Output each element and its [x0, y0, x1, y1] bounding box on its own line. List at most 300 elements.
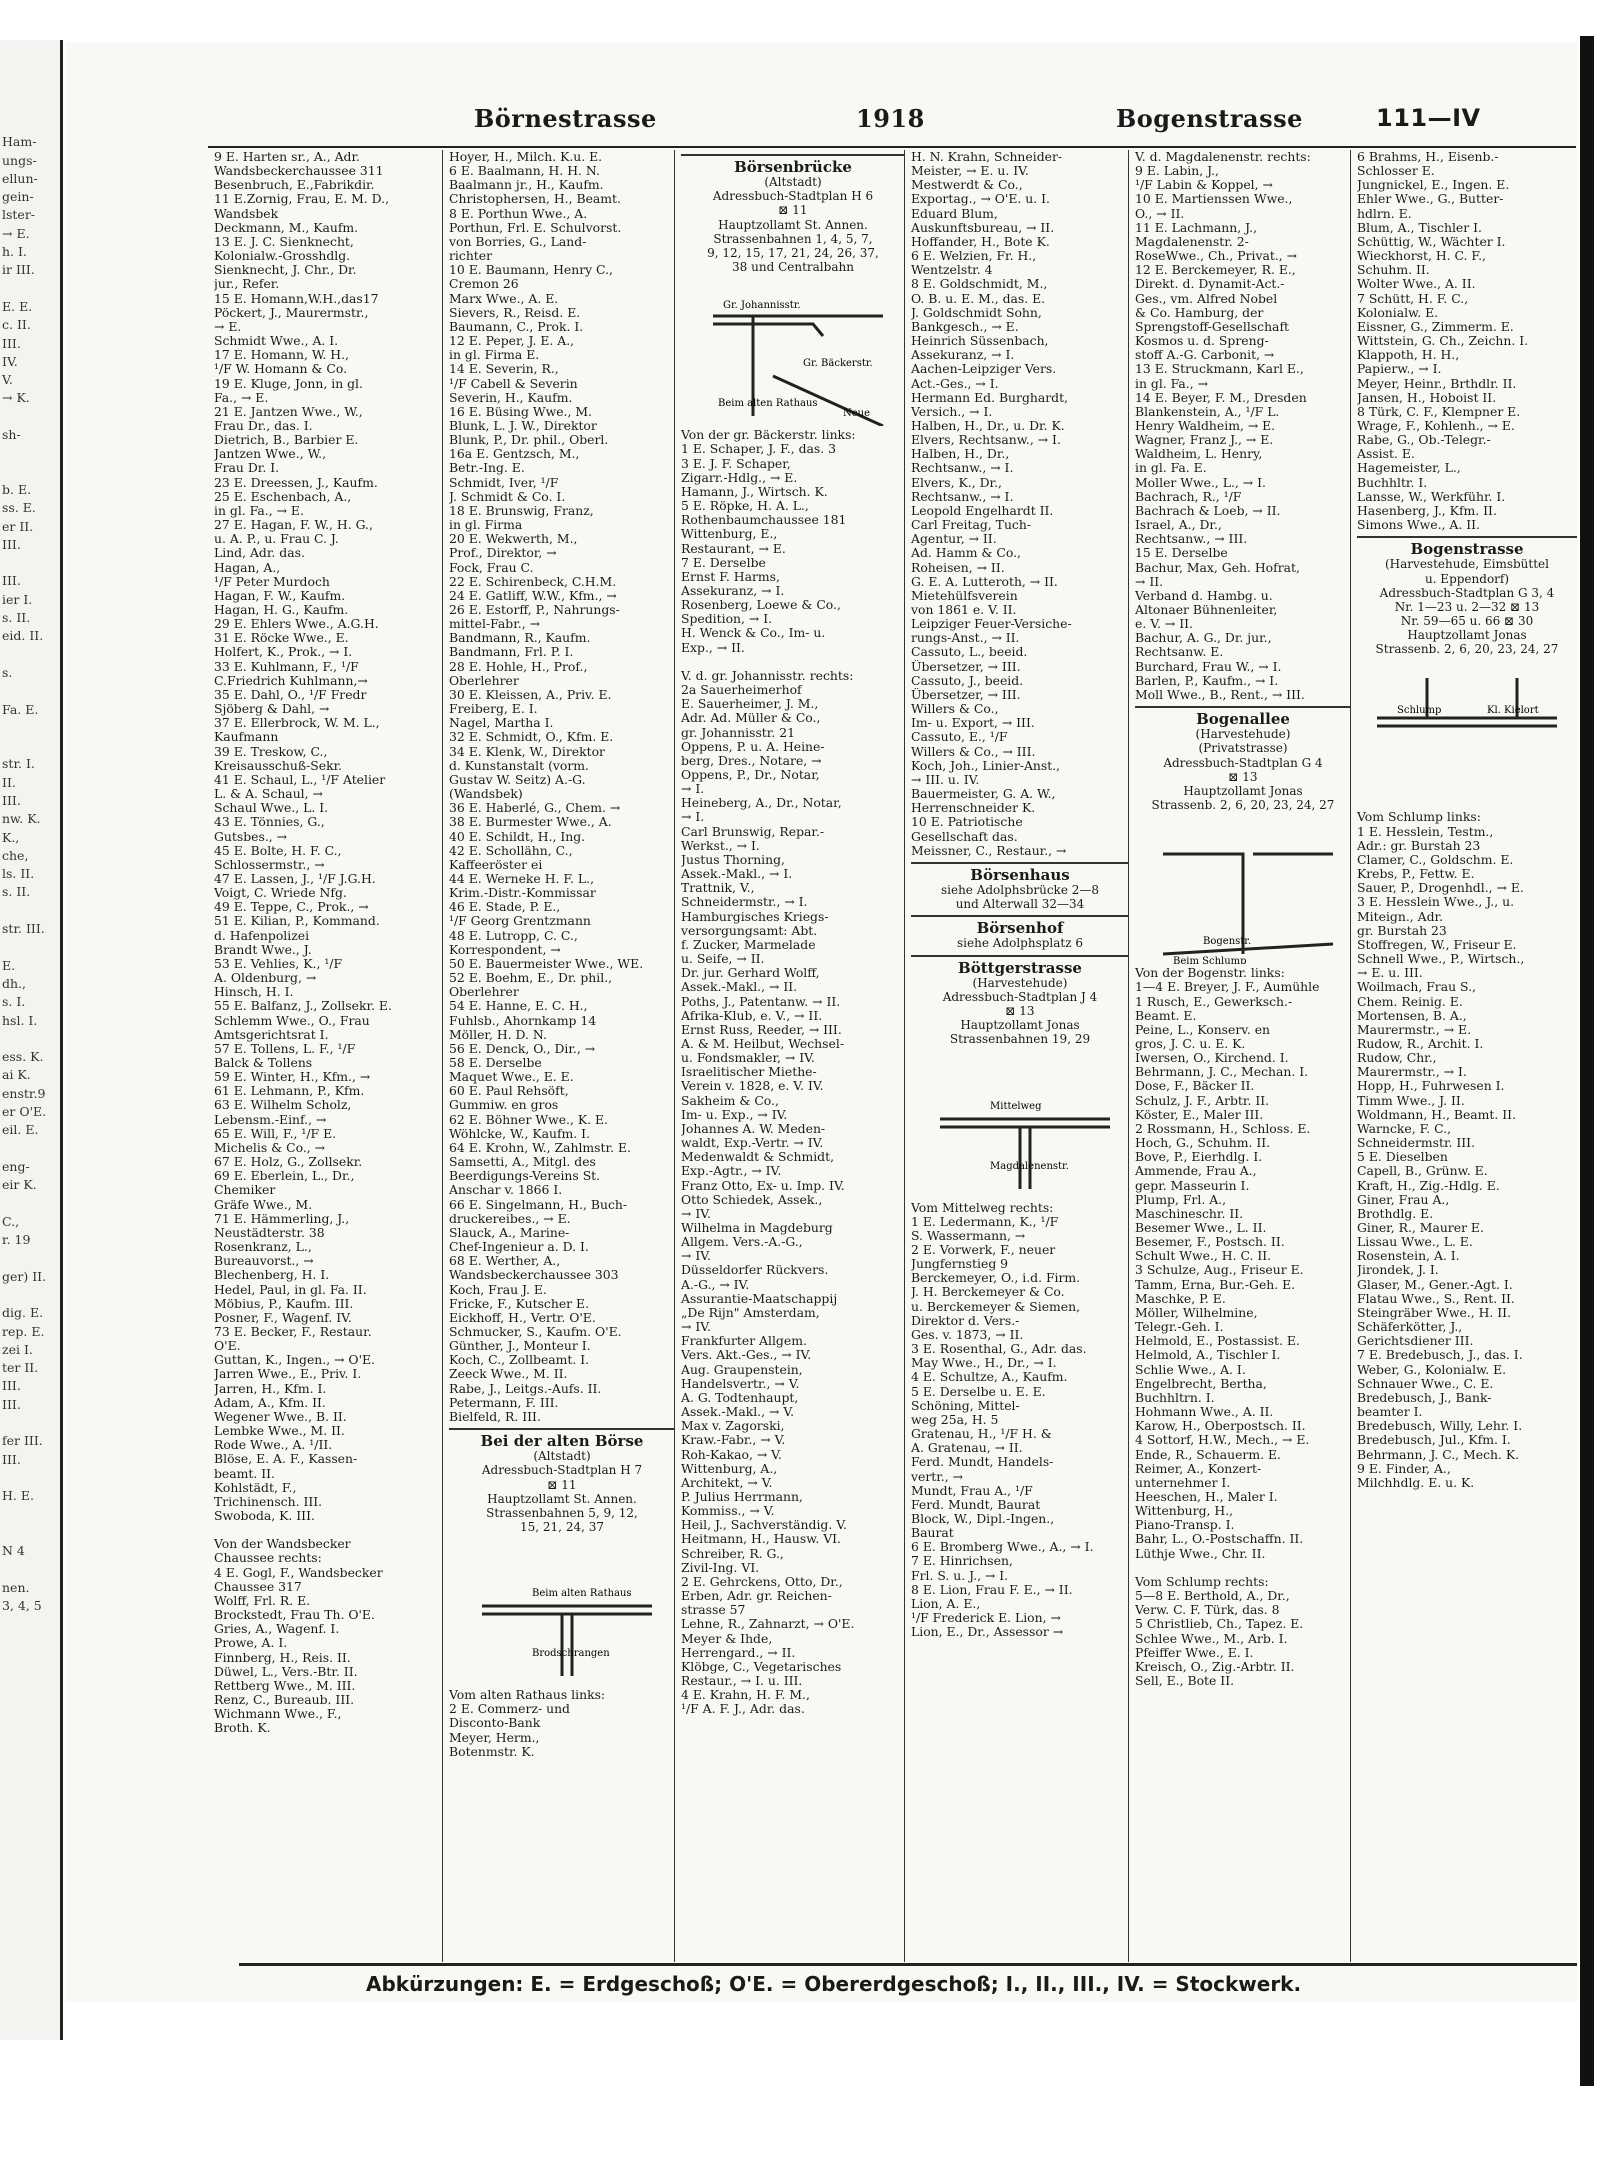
entry-line: → I. [681, 810, 705, 825]
entry-line: weg 25a, H. 5 [911, 1412, 999, 1427]
entry-line: Schlemm Wwe., O., Frau [214, 1013, 370, 1028]
entry-line: Wittstein, G. Ch., Zeichn. I. [1357, 334, 1529, 349]
entry-line: Meyer, Herm., [449, 1730, 540, 1745]
map-label: Gr. Bäckerstr. [803, 358, 873, 370]
entry-line: 3 E. J. F. Schaper, [681, 456, 791, 471]
entry-line: Sell, E., Bote II. [1135, 1674, 1235, 1688]
entry-line [214, 1523, 442, 1537]
entry-line: Flatau Wwe., S., Rent. II. [1357, 1291, 1515, 1306]
entry-line: Klöbge, C., Vegetarisches [681, 1659, 842, 1674]
running-head [66, 104, 1578, 142]
entry-line: 12 E. Peper, J. E. A., [449, 334, 575, 349]
entry-line: → III. u. IV. [911, 772, 980, 787]
street-district: (Altstadt) [764, 175, 822, 190]
entry-line: in gl. Fa. E. [1135, 461, 1207, 476]
entry-line: u. Berckemeyer & Siemen, [911, 1299, 1081, 1314]
entry-line: E. Sauerheimer, J. M., [681, 697, 819, 712]
entry-line: Telegr.-Geh. I. [1135, 1320, 1224, 1335]
entry-line: jur., Refer. [214, 277, 280, 292]
entry-line: Frau Dr., das. I. [214, 418, 313, 433]
entry-line: Wandsbeckerchaussee 303 [449, 1268, 619, 1283]
entry-line: Marx Wwe., A. E. [449, 291, 559, 306]
entry-line: Renz, C., Bureaub. III. [214, 1693, 355, 1708]
entry-line: 10 E. Baumann, Henry C., [449, 263, 613, 278]
street-heading: Bogenstrasse [1410, 540, 1524, 559]
entry-line: Schneidermstr. III. [1357, 1136, 1476, 1151]
street-district: (Harvestehude) [972, 975, 1068, 990]
entry-line: G. E. A. Lutteroth, → II. [911, 574, 1058, 589]
map-sketch [453, 1536, 671, 1686]
entry-line: 51 E. Kilian, P., Kommand. [214, 914, 380, 929]
entry-line: Assek.-Makl., → II. [681, 980, 798, 995]
entry-line: 59 E. Winter, H., Kfm., → [214, 1070, 371, 1085]
entry-line: Stoffregen, W., Friseur E. [1357, 937, 1517, 952]
entry-line: Assist. E. [1357, 447, 1415, 462]
entry-line: 3 Schulze, Aug., Friseur E. [1135, 1263, 1304, 1278]
entry-line: Von der Bogenstr. links: [1135, 966, 1285, 981]
entry-line: Chaussee rechts: [214, 1551, 322, 1566]
entry-line: Hinsch, H. I. [214, 985, 294, 1000]
entry-line: von 1861 e. V. II. [911, 603, 1017, 617]
entry-line: u. Seife, → II. [681, 952, 765, 967]
entry-line: Ehler Wwe., G., Butter- [1357, 192, 1504, 207]
entry-line: Baumann, C., Prok. I. [449, 319, 584, 334]
entry-line: Johannes A. W. Meden- [681, 1121, 826, 1136]
entry-line: Lebensm.-Einf., → [214, 1112, 327, 1127]
entry-line: Wrage, F., Kohlenh., → E. [1357, 418, 1515, 433]
entry-line: 37 E. Ellerbrock, W. M. L., [214, 716, 380, 731]
entry-line: Oppens, P. u. A. Heine- [681, 739, 825, 754]
entry-line: Voigt, C. Wriede Nfg. [214, 886, 347, 901]
map-label: Schlump [1397, 705, 1442, 717]
entry-line: 8 Türk, C. F., Klempner E. [1357, 404, 1521, 419]
entry-line: Handelsvertr., → V. [681, 1376, 800, 1391]
entry-line: 39 E. Treskow, C., [214, 744, 328, 759]
entry-line: 63 E. Wilhelm Scholz, [214, 1098, 352, 1113]
section-rule [681, 154, 905, 156]
entry-line: C.Friedrich Kuhlmann,→ [214, 673, 368, 688]
entry-line: V. d. Magdalenenstr. rechts: [1135, 150, 1311, 164]
entry-line: Reimer, A., Konzert- [1135, 1461, 1262, 1476]
entry-line: Carl Brunswig, Repar.- [681, 824, 825, 839]
entry-line: Chaussee 317 [214, 1579, 302, 1594]
entry-line: 68 E. Werther, A., [449, 1254, 561, 1269]
map-label: Neue [843, 408, 871, 420]
entry-line: Ad. Hamm & Co., [911, 546, 1021, 561]
street-heading: Bogenallee [1196, 710, 1290, 729]
entry-line: 13 E. Struckmann, Karl E., [1135, 362, 1304, 377]
street-heading: Börsenhaus [970, 865, 1070, 884]
entry-line: Aachen-Leipziger Vers. [911, 362, 1057, 377]
map-label: Magdalenenstr. [990, 1160, 1069, 1172]
entry-line: Schult Wwe., H. C. II. [1135, 1249, 1272, 1264]
street-info: Adressbuch-Stadtplan H 7 [481, 1463, 643, 1478]
entry-line: Adam, A., Kfm. II. [214, 1395, 326, 1410]
top-rule [208, 146, 1576, 148]
entry-line: Samsetti, A., Mitgl. des [449, 1155, 596, 1170]
street-district: (Altstadt) [533, 1449, 591, 1464]
entry-line: Hermann Ed. Burghardt, [911, 390, 1069, 405]
entry-line: Glaser, M., Gener.-Agt. I. [1357, 1277, 1513, 1292]
entry-line: 5 E. Derselbe u. E. E. [911, 1384, 1046, 1399]
entry-line: 44 E. Werneke H. F. L., [449, 871, 595, 886]
head-street-right: Bogenstrasse [1116, 104, 1303, 133]
entry-line: Gesellschaft das. [911, 829, 1018, 844]
entry-line: in gl. Firma E. [449, 348, 540, 363]
entry-line: ¹/F A. F. J., Adr. das. [681, 1702, 805, 1717]
entry-line: Schmidt, Iver, ¹/F [449, 475, 559, 490]
entry-line: Frau Dr. I. [214, 461, 280, 476]
entry-line: 42 E. Schollähn, C., [449, 843, 573, 858]
entry-line: 65 E. Will, F., ¹/F E. [214, 1126, 337, 1141]
entry-line: 69 E. Eberlein, L., Dr., [214, 1169, 355, 1184]
entry-line: Auskunftsbureau, → II. [911, 220, 1055, 235]
entry-line: Möbius, P., Kaufm. III. [214, 1296, 354, 1311]
entry-line: 47 E. Lassen, J., ¹/F J.G.H. [214, 871, 376, 886]
street-info: Strassenbahnen 1, 4, 5, 7, [713, 231, 873, 246]
entry-line: Klappoth, H. H., [1357, 348, 1460, 363]
entry-line: Assekuranz, → I. [681, 583, 785, 598]
entry-line: Lion, A. E., [911, 1596, 981, 1611]
entry-line: Hasenberg, J., Kfm. II. [1357, 503, 1497, 518]
entry-line: Bachrach, R., ¹/F [1135, 489, 1242, 504]
entry-line: Vom Mittelweg rechts: [911, 1200, 1054, 1215]
entry-line: Blum, A., Tischler I. [1357, 220, 1482, 235]
entry-line: Krebs, P., Fettw. E. [1357, 867, 1475, 882]
entry-line: Gries, A., Wagenf. I. [214, 1622, 340, 1637]
entry-line: Bredebusch, Willy, Lehr. I. [1357, 1419, 1523, 1434]
entry-line: Exp., → II. [681, 640, 745, 655]
entry-line: Spedition, → I. [681, 612, 773, 627]
entry-line: Möller, Wilhelmine, [1135, 1305, 1258, 1320]
entry-line: Hoffander, H., Bote K. [911, 234, 1050, 249]
entry-line: V. d. gr. Johannisstr. rechts: [681, 668, 854, 683]
entry-line: Rudow, Chr., [1357, 1051, 1437, 1066]
entry-line: 26 E. Estorff, P., Nahrungs- [449, 603, 620, 617]
entry-line: Waldheim, L. Henry, [1135, 447, 1263, 462]
entry-line: richter [449, 249, 493, 264]
map-sketch [1361, 658, 1573, 808]
entry-line: Hedel, Paul, in gl. Fa. II. [214, 1282, 367, 1297]
entry-line: Peine, L., Konserv. en [1135, 1022, 1271, 1037]
entry-line: Schäferkötter, J., [1357, 1320, 1463, 1335]
street-info: Hauptzollamt Jonas [1407, 628, 1527, 643]
street-heading: Böttgerstrasse [958, 958, 1082, 977]
entry-line: Heitmann, H., Hausw. VI. [681, 1532, 842, 1547]
entry-line: Von der Wandsbecker [214, 1537, 351, 1552]
entry-line: 14 E. Severin, R., [449, 362, 559, 377]
entry-line: Giner, Frau A., [1357, 1192, 1450, 1207]
street-info: Strassenb. 2, 6, 20, 23, 24, 27 [1375, 642, 1559, 657]
street-info: Strassenbahnen 5, 9, 12, [486, 1505, 638, 1520]
entry-line: Brockstedt, Frau Th. O'E. [214, 1608, 375, 1623]
entry-line: Halben, H., Dr., u. Dr. K. [911, 418, 1065, 433]
entry-line: 3 E. Rosenthal, G., Adr. das. [911, 1342, 1087, 1357]
entry-line: Hagan, F. W., Kaufm. [214, 588, 346, 603]
entry-line: Heil, J., Sachverständig. V. [681, 1518, 847, 1533]
entry-line: Amtsgerichtsrat I. [214, 1027, 329, 1042]
entry-line: Hagan, A., [214, 560, 281, 575]
entry-line: Düwel, L., Vers.-Btr. II. [214, 1664, 358, 1679]
entry-line: Rettberg Wwe., M. III. [214, 1678, 356, 1693]
map-label: Beim Schlump [1173, 956, 1247, 965]
entry-line: Kraw.-Fabr., → V. [681, 1433, 786, 1448]
map-label: Beim alten Rathaus [532, 1588, 632, 1600]
entry-line: Hagan, H. G., Kaufm. [214, 603, 349, 617]
entry-line: Vom Schlump rechts: [1135, 1574, 1269, 1589]
entry-line: stoff A.-G. Carbonit, → [1135, 348, 1275, 363]
entry-line: A. Gratenau, → II. [911, 1441, 1023, 1456]
entry-line: Trattnik, V., [681, 881, 755, 896]
head-street-left: Börnestrasse [474, 104, 657, 133]
entry-line: 4 E. Krahn, H. F. M., [681, 1688, 810, 1703]
entry-line: Bauermeister, G. A. W., [911, 787, 1056, 802]
map-label: Bogenstr. [1203, 936, 1252, 948]
entry-line: „De Rijn" Amsterdam, [681, 1305, 820, 1320]
entry-line: 61 E. Lehmann, P., Kfm. [214, 1084, 365, 1099]
entry-line: Gerichtsdiener III. [1357, 1334, 1474, 1349]
entry-line: Brandt Wwe., J. [214, 942, 312, 957]
entry-line: J. Schmidt & Co. I. [449, 489, 566, 504]
entry-line: Aug. Graupenstein, [681, 1362, 803, 1377]
entry-line: Wilhelma in Magdeburg [681, 1221, 833, 1235]
entry-line: Wolter Wwe., A. II. [1357, 277, 1476, 292]
entry-line: Mietehülfsverein [911, 588, 1018, 603]
entry-line: Magdalenenstr. 2- [1135, 234, 1249, 249]
entry-line: Baurat [911, 1526, 954, 1541]
entry-line: Woldmann, H., Beamt. II. [1357, 1107, 1517, 1122]
entry-line: Leopold Engelhardt II. [911, 503, 1054, 518]
entry-line: → IV. [681, 1320, 711, 1335]
entry-line: Ammende, Frau A., [1135, 1164, 1257, 1179]
entry-line: Blankenstein, A., ¹/F L. [1135, 404, 1280, 419]
entry-line: 25 E. Eschenbach, A., [214, 489, 352, 504]
entry-line: druckereibes., → E. [449, 1211, 571, 1226]
entry-line: Im- u. Export, → III. [911, 716, 1035, 731]
entry-line: Rosenberg, Loewe & Co., [681, 598, 841, 613]
entry-line: Schneidermstr., → I. [681, 895, 808, 910]
entry-line: → II. [1135, 574, 1164, 589]
entry-line: Medenwaldt & Schmidt, [681, 1150, 835, 1165]
street-info: Nr. 1—23 u. 2—32 ⊠ 13 [1394, 599, 1540, 614]
entry-line: 2 E. Commerz- und [449, 1702, 570, 1717]
entry-line: Schmucker, S., Kaufm. O'E. [449, 1324, 622, 1339]
entry-line: Heinrich Süssenbach, [911, 334, 1049, 349]
street-map [1361, 658, 1573, 808]
entry-line: Kommiss., → V. [681, 1504, 775, 1519]
entry-line: Behrmann, J. C., Mech. K. [1357, 1447, 1520, 1462]
entry-line: Poths, J., Patentanw. → II. [681, 994, 841, 1009]
entry-line [1135, 1561, 1351, 1575]
entry-line: Fricke, F., Kutscher E. [449, 1296, 590, 1311]
map-label: Gr. Johannisstr. [723, 300, 801, 312]
entry-line: Gummiw. en gros [449, 1098, 559, 1113]
entry-line: Dr. jur. Gerhard Wolff, [681, 966, 820, 981]
entry-line: Maurermstr., → I. [1357, 1065, 1467, 1080]
entry-line: 55 E. Balfanz, J., Zollsekr. E. [214, 999, 392, 1014]
column-5 [1128, 150, 1351, 1962]
entry-line: May Wwe., H., Dr., → I. [911, 1356, 1057, 1371]
entry-line: 48 E. Lutropp, C. C., [449, 928, 578, 943]
entry-line: Chem. Reinig. E. [1357, 994, 1463, 1009]
entry-line [681, 655, 905, 669]
entry-line: Bredebusch, J., Bank- [1357, 1390, 1492, 1405]
entry-line: Gratenau, H., ¹/F H. & [911, 1427, 1052, 1442]
entry-line: ¹/F Labin & Koppel, → [1135, 178, 1273, 193]
entry-line: Balck & Tollens [214, 1056, 313, 1070]
map-label: Mittelweg [990, 1100, 1042, 1112]
map-sketch [915, 1049, 1125, 1199]
entry-line: Kohlstädt, F., [214, 1480, 297, 1495]
entry-line: 1 Rusch, E., Gewerksch.- [1135, 994, 1293, 1009]
street-info: 9, 12, 15, 17, 21, 24, 26, 37, [707, 245, 879, 260]
entry-line: ¹/F Georg Grentzmann [449, 914, 591, 929]
entry-line: Maquet Wwe., E. E. [449, 1070, 574, 1085]
entry-line: S. Wassermann, → [911, 1228, 1026, 1243]
entry-line: 1 E. Hesslein, Testm., [1357, 824, 1494, 839]
entry-line: 1 E. Schaper, J. F., das. 3 [681, 442, 837, 457]
entry-line: Schöning, Mittel- [911, 1398, 1020, 1413]
entry-line: 14 E. Beyer, F. M., Dresden [1135, 390, 1307, 405]
entry-line: 7 E. Bredebusch, J., das. I. [1357, 1348, 1523, 1363]
entry-line: Pöckert, J., Maurermstr., [214, 305, 369, 320]
entry-line: Slauck, A., Marine- [449, 1225, 570, 1240]
entry-line: Helmold, A., Tischler I. [1135, 1348, 1281, 1363]
entry-line: 12 E. Berckemeyer, R. E., [1135, 263, 1296, 278]
entry-line: Holfert, K., Prok., → I. [214, 645, 353, 660]
entry-line: Architekt, → V. [681, 1475, 773, 1490]
entry-line: Fuhlsb., Ahornkamp 14 [449, 1013, 597, 1028]
street-info: Adressbuch-Stadtplan G 3, 4 [1379, 585, 1555, 600]
entry-line: 49 E. Teppe, C., Prok., → [214, 900, 369, 915]
entry-line: Mundt, Frau A., ¹/F [911, 1483, 1033, 1498]
entry-line: 3 E. Hesslein Wwe., J., u. [1357, 895, 1515, 910]
entry-line: strasse 57 [681, 1603, 746, 1618]
entry-line: in gl. Firma [449, 518, 523, 533]
entry-line: Afrika-Klub, e. V., → II. [681, 1008, 823, 1023]
entry-line: 30 E. Kleissen, A., Priv. E. [449, 687, 612, 702]
entry-line: A. G. Todtenhaupt, [681, 1390, 799, 1405]
entry-line: Schlossermstr., → [214, 857, 325, 872]
entry-line: Neustädterstr. 38 [214, 1225, 325, 1240]
entry-line: Hamburgisches Kriegs- [681, 909, 829, 924]
entry-line: Schreiber, R. G., [681, 1546, 784, 1561]
street-map [1139, 814, 1347, 964]
entry-line: Wittenburg, A., [681, 1461, 778, 1476]
entry-line: ¹/F Cabell & Severin [449, 376, 578, 391]
entry-line: Justus Thorning, [681, 852, 785, 867]
entry-line: Pfeiffer Wwe., E. I. [1135, 1645, 1254, 1660]
entry-line: Willers & Co., [911, 702, 999, 717]
entry-line: Miteign., Adr. [1357, 909, 1444, 924]
entry-line: Rudow, R., Archit. I. [1357, 1036, 1484, 1051]
entry-line: Israel, A., Dr., [1135, 518, 1222, 533]
street-map [685, 276, 901, 426]
entry-line: Hoch, G., Schuhm. II. [1135, 1136, 1271, 1151]
entry-line: → IV. [681, 1206, 711, 1221]
street-info: Nr. 59—65 u. 66 ⊠ 30 [1400, 614, 1534, 628]
entry-line: 33 E. Kuhlmann, F., ¹/F [214, 659, 359, 674]
entry-line: Jantzen Wwe., W., [214, 447, 327, 462]
entry-line: Jansen, H., Hoboist II. [1357, 390, 1497, 405]
entry-line: Michelis & Co., → [214, 1140, 326, 1155]
entry-line: Kolonialw. E. [1357, 305, 1439, 320]
street-district: (Privatstrasse) [1198, 741, 1288, 756]
entry-line: Assurantie-Maatschappij [681, 1291, 838, 1306]
entry-line: hdlrn. E. [1357, 206, 1412, 221]
entry-line: → E. u. III. [1357, 966, 1423, 981]
entry-line: Blechenberg, H. I. [214, 1268, 330, 1283]
entry-line: Jarren Wwe., E., Priv. I. [214, 1367, 362, 1382]
entry-line: Buchhltr. I. [1357, 475, 1428, 490]
entry-line: Roh-Kakao, → V. [681, 1447, 782, 1462]
street-info: 38 und Centralbahn [732, 260, 854, 275]
entry-line: Sauer, P., Drogenhdl., → E. [1357, 881, 1524, 896]
entry-line: 2a Sauerheimerhof [681, 683, 802, 698]
entry-line: Schlosser E. [1357, 164, 1435, 179]
entry-line: d. Kunstanstalt (vorm. [449, 758, 589, 773]
entry-line: Lehne, R., Zahnarzt, → O'E. [681, 1617, 855, 1632]
entry-line: Bove, P., Eierhdlg. I. [1135, 1150, 1263, 1165]
entry-line: Zivil-Ing. VI. [681, 1560, 760, 1575]
entry-line: → I. [681, 782, 705, 797]
entry-line: A. Oldenburg, → [214, 971, 317, 986]
entry-line: Düsseldorfer Rückvers. [681, 1263, 829, 1278]
entry-line: 66 E. Singelmann, H., Buch- [449, 1197, 628, 1212]
entry-line: Rechtsanw., → III. [1135, 532, 1248, 547]
street-info: Hauptzollamt Jonas [1183, 783, 1303, 798]
entry-line: 5 Christlieb, Ch., Tapez. E. [1135, 1617, 1304, 1632]
street-map [453, 1536, 671, 1686]
entry-line: Bahr, L., O.-Postschaffn. II. [1135, 1532, 1304, 1547]
entry-line: Zeeck Wwe., M. II. [449, 1367, 568, 1382]
entry-line: vertr., → [911, 1469, 963, 1484]
entry-line: Betr.-Ing. E. [449, 461, 525, 476]
entry-line: waldt, Exp.-Vertr. → IV. [681, 1136, 824, 1151]
entry-line: Henry Waldheim, → E. [1135, 418, 1276, 433]
entry-line: Herrenschneider K. [911, 801, 1036, 816]
entry-line: Ges. v. 1873, → II. [911, 1327, 1024, 1342]
entry-line: 4 Sottorf, H.W., Mech., → E. [1135, 1433, 1310, 1448]
entry-line: Helmold, E., Postassist. E. [1135, 1334, 1300, 1349]
entry-line: Freiberg, E. I. [449, 702, 538, 717]
entry-line: → IV. [681, 1249, 711, 1264]
entry-line: 9 E. Harten sr., A., Adr. [214, 150, 360, 164]
entry-line: 28 E. Hohle, H., Prof., [449, 659, 588, 674]
entry-line: Simons Wwe., A. II. [1357, 518, 1480, 533]
entry-line: A.-G., → IV. [681, 1277, 750, 1292]
entry-line: 56 E. Denck, O., Dir., → [449, 1041, 596, 1056]
entry-line: Rechtsanw. E. [1135, 645, 1224, 660]
map-street-line [713, 324, 823, 336]
entry-line: Lüthje Wwe., Chr. II. [1135, 1546, 1266, 1561]
entry-line: Koch, Frau J. E. [449, 1282, 547, 1297]
entry-line: 8 E. Porthun Wwe., A. [449, 206, 588, 221]
entry-line: Bandmann, Frl. P. I. [449, 645, 574, 660]
entry-line: 29 E. Ehlers Wwe., A.G.H. [214, 617, 379, 632]
entry-line: 8 E. Goldschmidt, M., [911, 277, 1048, 292]
entry-line: Capell, B., Grünw. E. [1357, 1164, 1488, 1179]
entry-line: Sakheim & Co., [681, 1093, 779, 1108]
street-info: und Alterwall 32—34 [955, 897, 1085, 912]
entry-line: Jungfernstieg 9 [911, 1257, 1009, 1272]
entry-line: Wentzelstr. 4 [911, 263, 993, 278]
entry-line: 2 E. Vorwerk, F., neuer [911, 1243, 1056, 1257]
section-rule [1135, 706, 1351, 708]
entry-line: versorgungsamt: Abt. [681, 923, 818, 938]
street-map [915, 1049, 1125, 1199]
street-info: u. Eppendorf) [1424, 571, 1510, 586]
